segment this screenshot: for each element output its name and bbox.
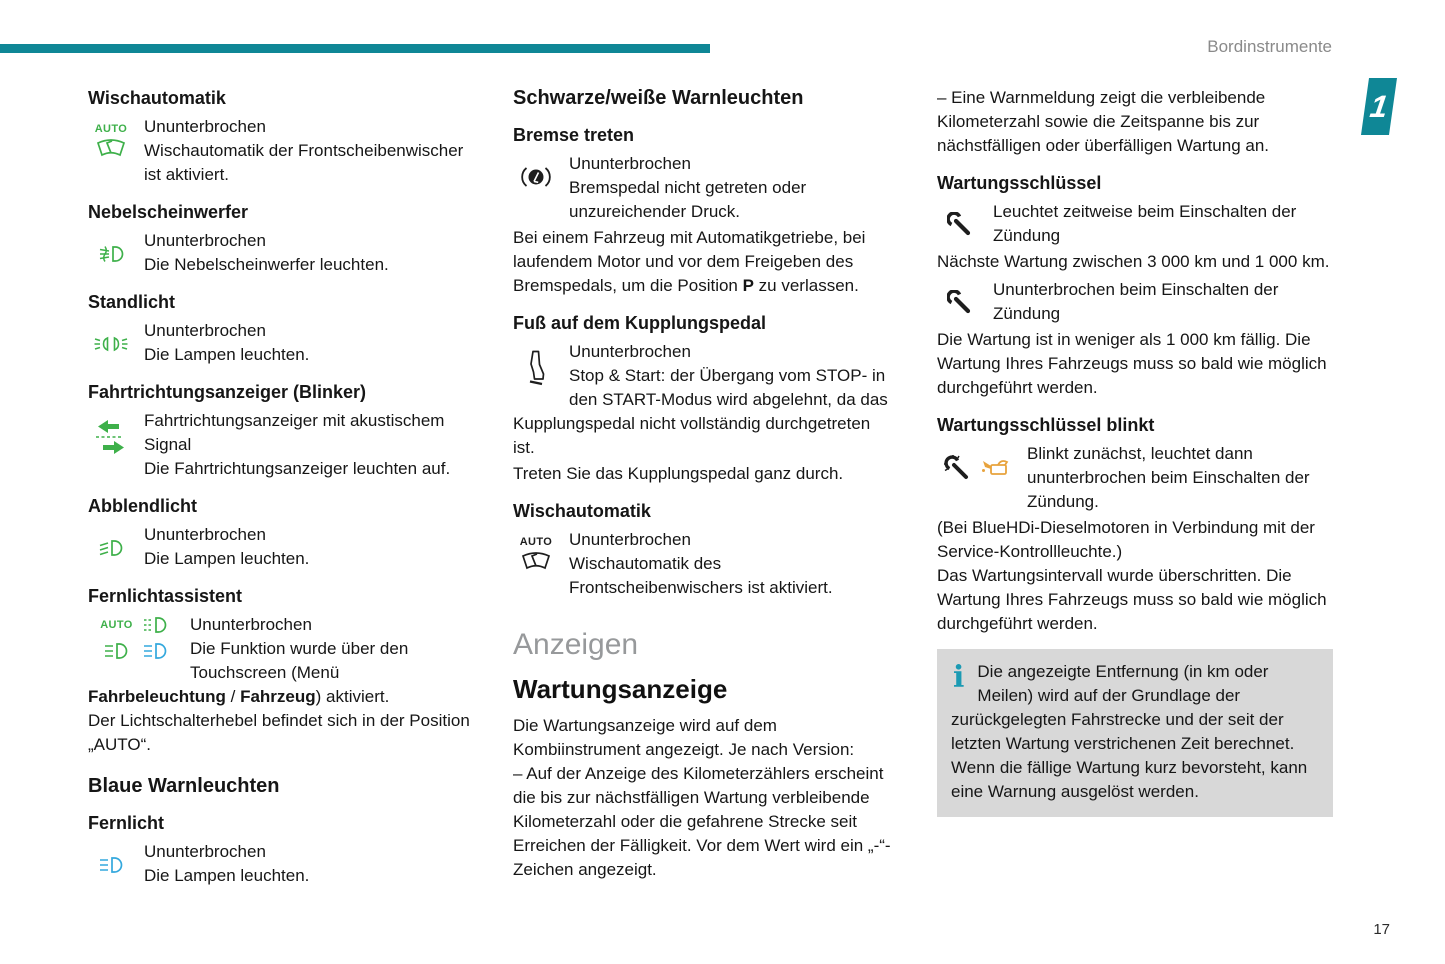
entry-title-wartungsschluessel-blinkt: Wartungsschlüssel blinkt: [937, 415, 1155, 435]
entry-title-wischautomatik-2: Wischautomatik: [513, 501, 651, 521]
indicator-kupplung: [513, 340, 893, 460]
column-right: [937, 86, 1333, 817]
icon-block: [88, 117, 134, 163]
icon-block: [88, 615, 180, 661]
desc-text: Die Nebelscheinwerfer leuchten.: [144, 255, 389, 274]
entry-title-standlicht: Standlicht: [88, 292, 176, 312]
info-box: [937, 649, 1333, 817]
state-text: Ununterbrochen: [569, 154, 691, 173]
page-number: 17: [1373, 921, 1390, 938]
entry-title-fernlichtassistent: Fernlichtassistent: [88, 586, 243, 606]
indicator-wischautomatik: [88, 115, 470, 187]
position-light-icon: [93, 336, 129, 352]
entry-title-wischautomatik: Wischautomatik: [88, 88, 226, 108]
chapter-section-heading: Anzeigen: [513, 628, 639, 661]
high-beam-icon: [98, 857, 124, 873]
entry-title-abblendlicht: Abblendlicht: [88, 496, 197, 516]
brake-icon: [521, 166, 551, 188]
indicator-abblendlicht: [88, 523, 470, 571]
oil-can-icon: [980, 456, 1012, 478]
body-paragraph: – Auf der Anzeige des Kilometerzählers erscheint die bis zur nächstfälligen Wartung verbleibende Kilometerzahl oder die gefahrene Strecke seit Erreichen der Fälligkeit. Vor dem Wert wird ein „-“-Zeichen angezeigt.: [513, 764, 891, 879]
state-text: Ununterbrochen: [144, 525, 266, 544]
state-text: Ununterbrochen: [569, 342, 691, 361]
desc-text: Die Fahrtrichtungsanzeiger leuchten auf.: [144, 459, 451, 478]
desc-text: Die Funktion wurde über den Touchscreen (Menü Fahrbeleuchtung / Fahrzeug) aktiviert.: [88, 639, 409, 706]
body-paragraph: Treten Sie das Kupplungspedal ganz durch.: [513, 464, 844, 483]
desc-text: Stop & Start: der Übergang vom STOP- in den START-Modus wird abgelehnt, da das Kupplungspedal nicht vollständig durchgetreten ist.: [513, 366, 888, 457]
low-beam-icon: [98, 540, 124, 556]
body-paragraph: Bei einem Fahrzeug mit Automatikgetriebe, bei laufendem Motor und vor dem Freigeben des Bremspedals, um die Position P zu verlassen.: [513, 228, 866, 295]
desc-text: Bremspedal nicht getreten oder unzureichender Druck.: [569, 178, 807, 221]
body-paragraph: Das Wartungsintervall wurde überschritten. Die Wartung Ihres Fahrzeugs muss so bald wie möglich durchgeführt werden.: [937, 566, 1327, 633]
section-heading-bw: Schwarze/weiße Warnleuchten: [513, 87, 804, 109]
desc-text: Die Lampen leuchten.: [144, 549, 310, 568]
body-paragraph: Die Wartungsanzeige wird auf dem Kombiinstrument angezeigt. Je nach Version:: [513, 716, 855, 759]
icon-block: [513, 342, 559, 394]
wrench-icon: [947, 212, 973, 238]
section-heading-blue: Blaue Warnleuchten: [88, 775, 280, 797]
icon-block: [513, 154, 559, 200]
indicator-fernlichtassistent: [88, 613, 470, 757]
icon-block: [513, 530, 559, 576]
entry-title-kupplung: Fuß auf dem Kupplungspedal: [513, 313, 766, 333]
body-paragraph: Nächste Wartung zwischen 3 000 km und 1 000 km.: [937, 252, 1330, 271]
accent-bar: [0, 44, 710, 53]
state-text: Ununterbrochen: [144, 117, 266, 136]
entry-title-fernlicht: Fernlicht: [88, 813, 165, 833]
entry-title-wartungsschluessel: Wartungsschlüssel: [937, 173, 1102, 193]
high-beam-icon: [103, 643, 129, 659]
indicator-standlicht: [88, 319, 470, 367]
chapter-number: 1: [1367, 88, 1391, 124]
state-text: Ununterbrochen: [144, 231, 266, 250]
clutch-pedal-icon: [526, 350, 546, 386]
desc-text: Wischautomatik der Frontscheibenwischer ist aktiviert.: [144, 141, 464, 184]
indicator-fernlicht: [88, 840, 470, 888]
icon-block: [88, 842, 134, 888]
indicator-wartungsschluessel-1: [937, 200, 1333, 248]
indicator-wartungsschluessel-blinkt: [937, 442, 1333, 514]
info-icon: i: [953, 660, 965, 695]
page-header-title: Bordinstrumente: [1207, 37, 1332, 56]
icon-block: [88, 411, 134, 463]
body-paragraph: (Bei BlueHDi-Dieselmotoren in Verbindung mit der Service-Kontrollleuchte.): [937, 518, 1315, 561]
icon-block: [937, 202, 983, 248]
icon-block: [88, 321, 134, 367]
icon-block: [937, 280, 983, 326]
column-middle: [513, 86, 893, 882]
entry-title-blinker: Fahrtrichtungsanzeiger (Blinker): [88, 382, 367, 402]
desc-text: Die Lampen leuchten.: [144, 866, 310, 885]
wiper-icon: [521, 551, 551, 571]
indicator-bremse: [513, 152, 893, 224]
topic-heading: Wartungsanzeige: [513, 674, 728, 704]
info-box-text: Die angezeigte Entfernung (in km oder Meilen) wird auf der Grundlage der zurückgelegten Fahrstrecke und der seit der letzten Wartung verstrichenen Zeit berechnet. Wenn die fällige Wartung kurz bevorsteht, kann eine Warnung ausgelöst werden.: [951, 662, 1308, 801]
icon-block: [88, 231, 134, 277]
entry-title-nebelscheinwerfer: Nebelscheinwerfer: [88, 202, 249, 222]
wiper-icon: [96, 138, 126, 158]
fog-light-icon: [97, 245, 125, 263]
state-text: Blinkt zunächst, leuchtet dann ununterbrochen beim Einschalten der Zündung.: [1027, 444, 1310, 511]
icon-block: [937, 444, 1017, 490]
state-text: Ununterbrochen: [144, 842, 266, 861]
icon-block: [88, 525, 134, 571]
indicator-wartungsschluessel-2: [937, 278, 1333, 326]
body-paragraph: – Eine Warnmeldung zeigt die verbleibende Kilometerzahl sowie die Zeitspanne bis zur nächstfälligen oder überfälligen Wartung an.: [937, 88, 1270, 155]
wrench-blink-icon: [943, 454, 971, 480]
indicator-nebelscheinwerfer: [88, 229, 470, 277]
desc-text: Wischautomatik des Frontscheibenwischers ist aktiviert.: [569, 554, 833, 597]
desc-text: Die Lampen leuchten.: [144, 345, 310, 364]
turn-signal-icons: [95, 419, 127, 455]
auto-icon: AUTO: [94, 122, 128, 135]
high-beam-icon: [142, 643, 168, 659]
state-text: Ununterbrochen: [190, 615, 312, 634]
state-text: Ununterbrochen: [569, 530, 691, 549]
wrench-icon: [947, 290, 973, 316]
state-text: Ununterbrochen: [144, 321, 266, 340]
auto-icon: AUTO: [100, 619, 133, 632]
auto-main-beam-icon: [142, 617, 168, 633]
auto-icon: AUTO: [519, 535, 553, 548]
entry-title-bremse: Bremse treten: [513, 125, 635, 145]
body-paragraph: Die Wartung ist in weniger als 1 000 km fällig. Die Wartung Ihres Fahrzeugs muss so bald wie möglich durchgeführt werden.: [937, 330, 1327, 397]
state-text: Ununterbrochen beim Einschalten der Zündung: [993, 280, 1279, 323]
indicator-wischautomatik-2: [513, 528, 893, 600]
state-text: Leuchtet zeitweise beim Einschalten der Zündung: [993, 202, 1297, 245]
indicator-blinker: [88, 409, 470, 481]
state-text: Fahrtrichtungsanzeiger mit akustischem Signal: [144, 411, 445, 454]
column-left: [88, 86, 470, 890]
desc-text-2: Der Lichtschalterhebel befindet sich in der Position „AUTO“.: [88, 711, 470, 754]
chapter-tab: [1361, 78, 1397, 135]
